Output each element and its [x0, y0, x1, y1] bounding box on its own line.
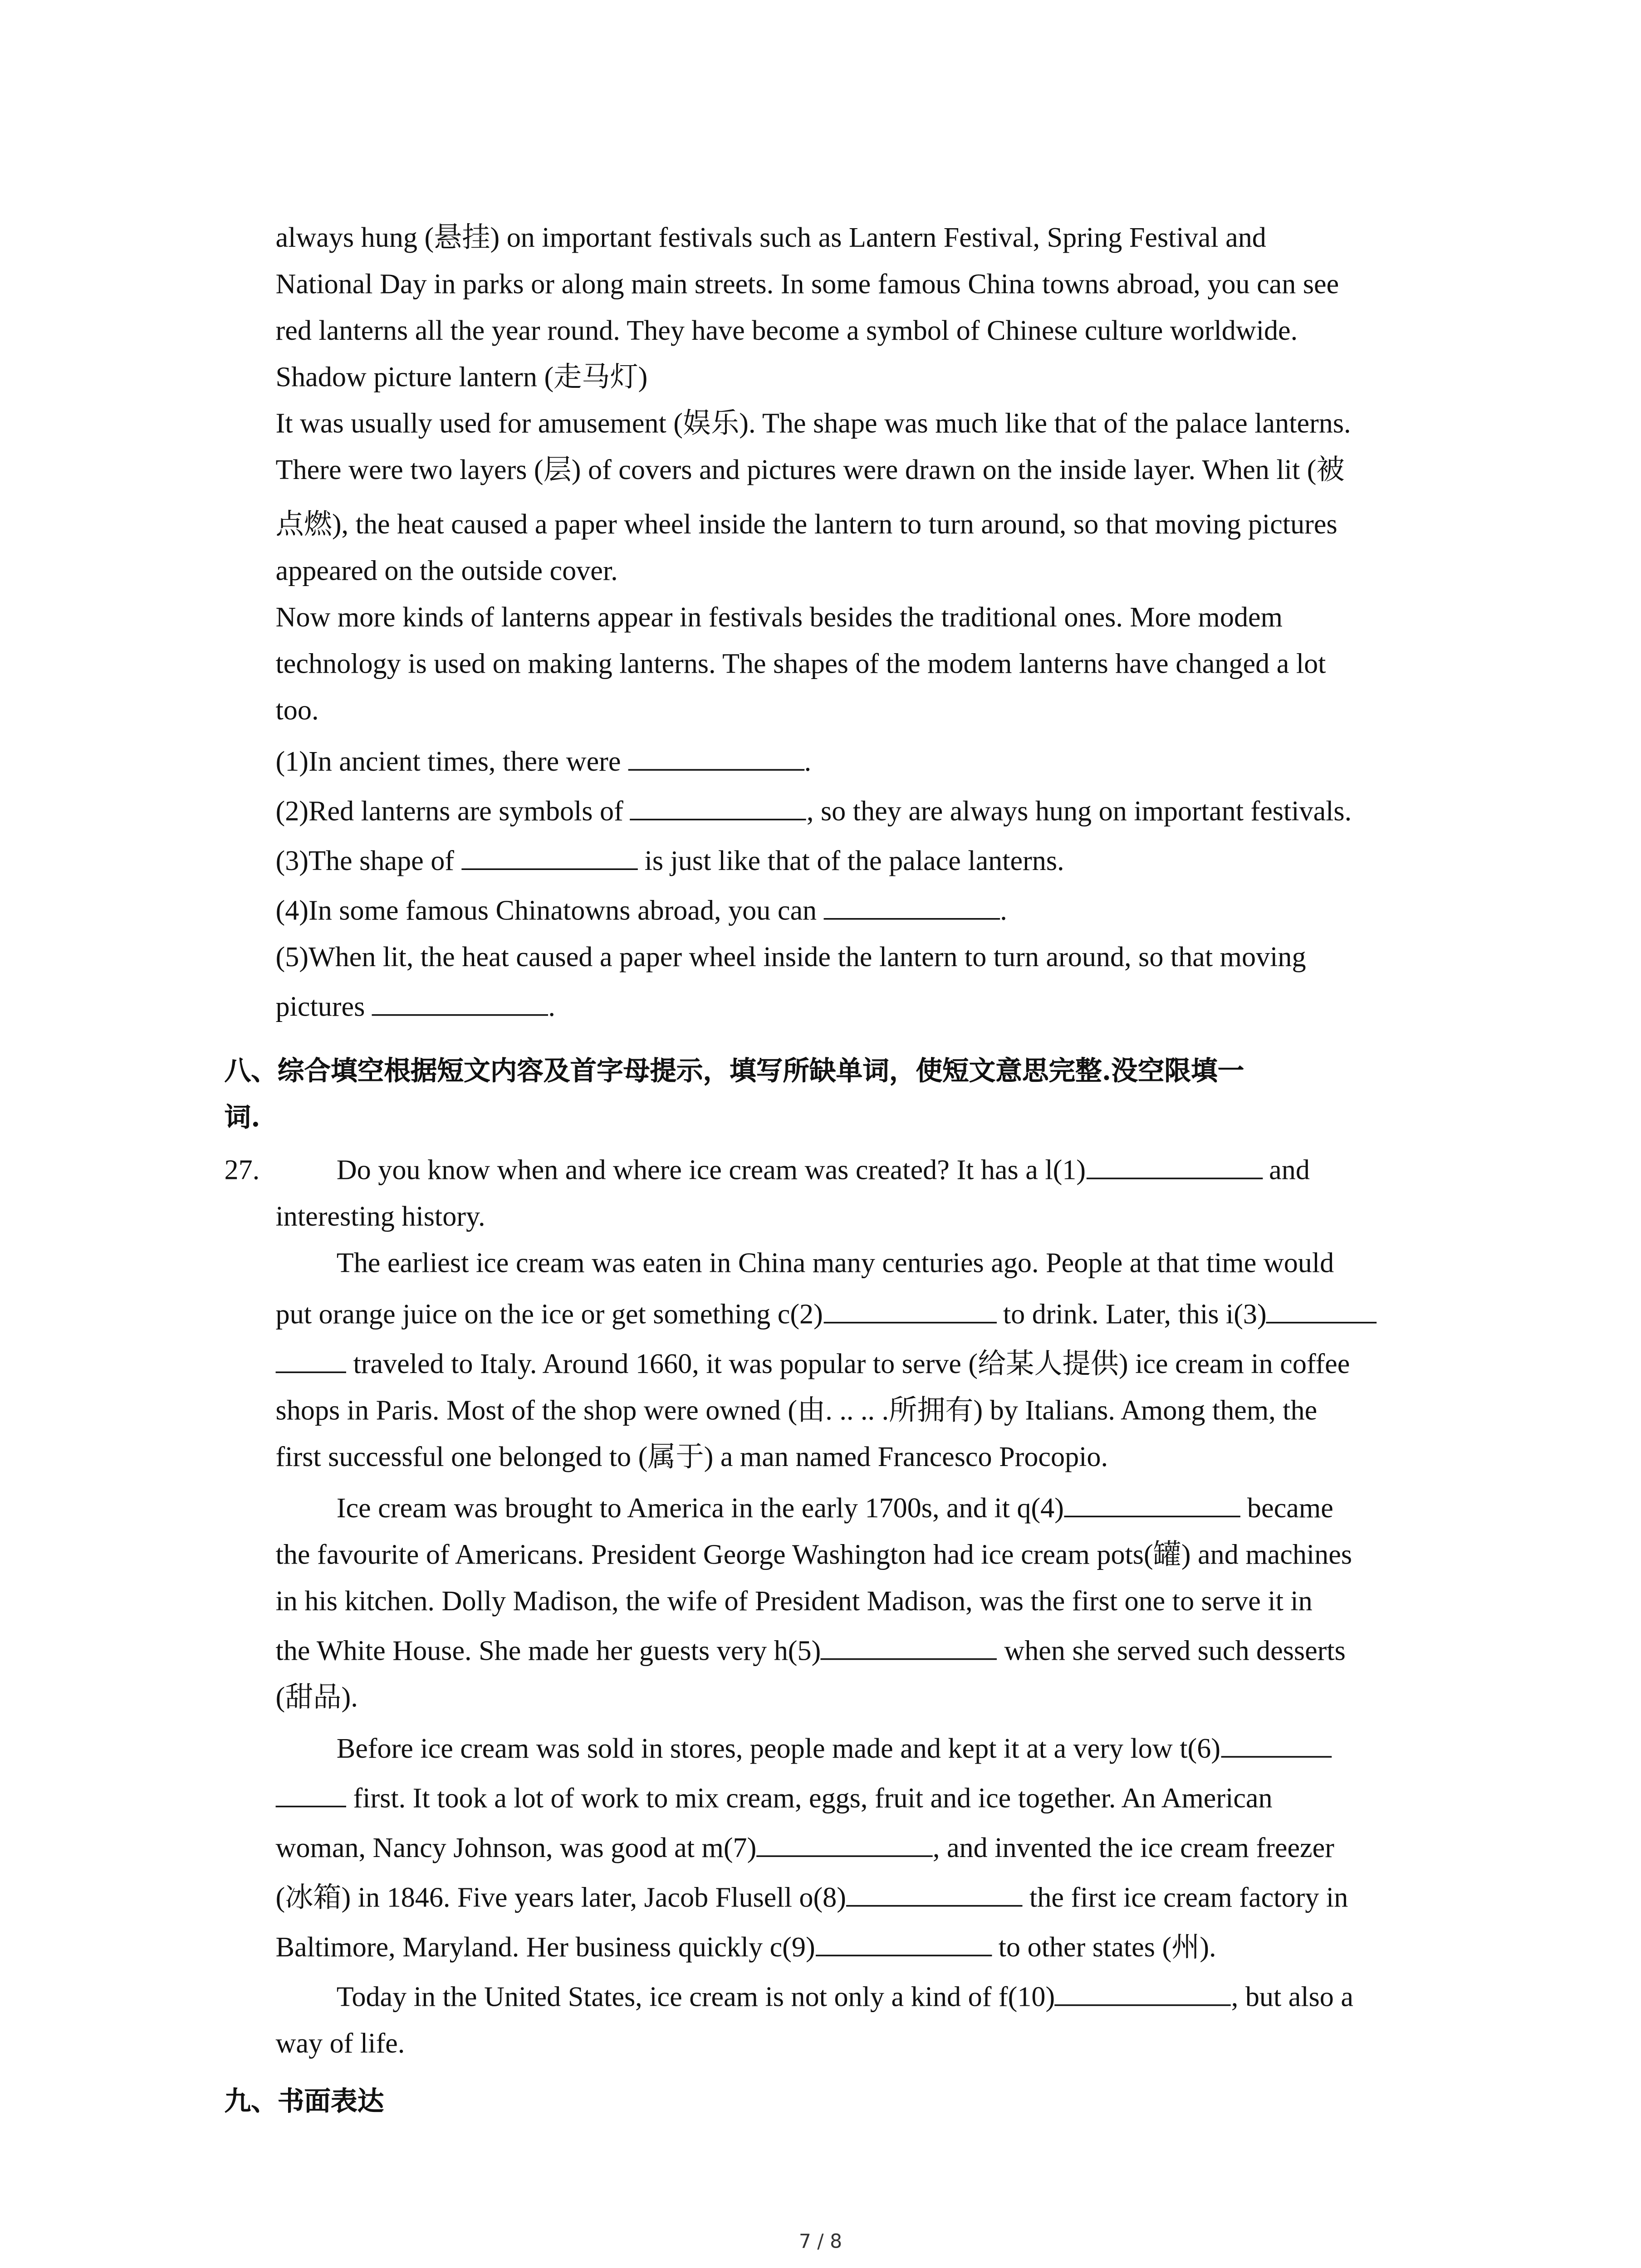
passage-line: shops in Paris. Most of the shop were owned (由. .. .. .所拥有) by Italians. Among them, the [275, 1394, 1318, 1426]
passage-line: The earliest ice cream was eaten in China many centuries ago. People at that time would [336, 1246, 1334, 1279]
answer-blank-3[interactable] [1267, 1320, 1377, 1324]
passage-line: too. [275, 694, 319, 726]
answer-blank-2[interactable] [823, 1320, 996, 1324]
section-8-heading: 八、综合填空根据短文内容及首字母提示，填写所缺单词，使短文意思完整.没空限填一 [224, 1054, 1244, 1086]
passage-text: woman, Nancy Johnson, was good at m(7) [275, 1831, 757, 1863]
passage-text: Ice cream was brought to America in the early 1700s, and it q(4) [336, 1491, 1064, 1524]
passage-text: and [1262, 1154, 1310, 1186]
answer-blank-9[interactable] [815, 1953, 992, 1956]
question-text: (4)In some famous Chinatowns abroad, you can [275, 894, 824, 926]
passage-text: Before ice cream was sold in stores, people made and kept it at a very low t(6) [336, 1732, 1221, 1764]
passage-line [276, 1628, 1346, 1674]
passage-text: the first ice cream factory in [1022, 1881, 1348, 1913]
question-text: (2)Red lanterns are symbols of [275, 794, 631, 827]
question-number: 27. [224, 1154, 260, 1186]
section-9-heading: 九、书面表达 [224, 2084, 384, 2117]
passage-line: red lanterns all the year round. They have become a symbol of Chinese culture worldwide. [275, 314, 1298, 346]
passage-line: appeared on the outside cover. [275, 554, 618, 587]
answer-blank[interactable] [824, 916, 1000, 919]
answer-blank[interactable] [372, 1012, 549, 1016]
passage-line: There were two layers (层) of covers and pictures were drawn on the inside layer. When lit (被 [275, 453, 1345, 486]
question-3 [276, 838, 1064, 884]
question-5: (5)When lit, the heat caused a paper wheel inside the lantern to turn around, so that moving [275, 940, 1306, 973]
passage-line: It was usually used for amusement (娱乐). The shape was much like that of the palace lanterns. [275, 407, 1351, 439]
passage-line [276, 1291, 1377, 1337]
passage-text: put orange juice on the ice or get something c(2) [275, 1298, 823, 1330]
passage-line [276, 1775, 1273, 1821]
page-indicator: 7 / 8 [798, 2230, 843, 2253]
answer-blank[interactable] [461, 867, 638, 870]
passage-line [276, 1341, 1350, 1387]
question-text: . [548, 990, 555, 1022]
passage-line [337, 1147, 1310, 1193]
passage-text: to other states (州). [991, 1931, 1216, 1963]
answer-blank-1[interactable] [1086, 1176, 1262, 1179]
question-1 [276, 738, 812, 784]
answer-blank-4[interactable] [1064, 1514, 1240, 1517]
passage-line: first successful one belonged to (属于) a man named Francesco Procopio. [275, 1440, 1108, 1473]
passage-line [276, 1924, 1216, 1970]
question-text: . [804, 745, 812, 777]
question-text: . [1000, 894, 1007, 926]
passage-line: way of life. [275, 2027, 405, 2059]
question-text: (1)In ancient times, there were [275, 745, 628, 777]
question-text: , so they are always hung on important festivals. [806, 794, 1352, 827]
passage-line: (甜品). [275, 1681, 358, 1713]
question-2 [276, 788, 1352, 834]
answer-blank[interactable] [630, 817, 807, 820]
passage-text: Do you know when and where ice cream was created? It has a l(1) [336, 1154, 1086, 1186]
passage-line: technology is used on making lanterns. The shapes of the modem lanterns have changed a lot [275, 647, 1326, 679]
passage-text: , and invented the ice cream freezer [932, 1831, 1334, 1863]
passage-text: when she served such desserts [997, 1634, 1346, 1667]
passage-line: always hung (悬挂) on important festivals such as Lantern Festival, Spring Festival and [275, 221, 1266, 254]
passage-line [337, 1485, 1333, 1531]
answer-blank-5[interactable] [821, 1657, 997, 1660]
passage-line [276, 1825, 1334, 1871]
answer-blank-7[interactable] [756, 1854, 933, 1857]
answer-blank-10[interactable] [1055, 2003, 1231, 2006]
answer-blank-6-cont[interactable] [276, 1804, 346, 1807]
passage-line [276, 1875, 1348, 1921]
passage-text: Today in the United States, ice cream is not only a kind of f(10) [336, 1980, 1055, 2013]
passage-text: to drink. Later, this i(3) [996, 1298, 1267, 1330]
answer-blank[interactable] [628, 767, 804, 771]
subheading-shadow-lantern: Shadow picture lantern (走马灯) [275, 360, 648, 393]
question-text: (3)The shape of [275, 844, 461, 877]
passage-text: first. It took a lot of work to mix cream, eggs, fruit and ice together. An American [346, 1781, 1273, 1814]
passage-line: the favourite of Americans. President George Washington had ice cream pots(罐) and machines [275, 1538, 1352, 1570]
passage-text: (冰箱) in 1846. Five years later, Jacob Flusell o(8) [275, 1881, 846, 1913]
passage-line: interesting history. [275, 1200, 485, 1232]
question-text: pictures [275, 990, 372, 1022]
question-5-cont [276, 984, 555, 1030]
passage-line: Now more kinds of lanterns appear in festivals besides the traditional ones. More modem [275, 601, 1283, 633]
passage-line [337, 1725, 1331, 1771]
passage-text: traveled to Italy. Around 1660, it was popular to serve (给某人提供) ice cream in coffee [346, 1347, 1350, 1380]
passage-line: National Day in parks or along main streets. In some famous China towns abroad, you can see [275, 267, 1339, 300]
answer-blank-8[interactable] [846, 1903, 1023, 1906]
section-8-heading-cont: 词. [224, 1100, 260, 1133]
passage-text: , but also a [1231, 1980, 1354, 2013]
passage-line [337, 1974, 1353, 2020]
passage-line: in his kitchen. Dolly Madison, the wife of President Madison, was the first one to serve it in [275, 1584, 1313, 1617]
answer-blank-3-cont[interactable] [276, 1370, 346, 1373]
question-4 [276, 888, 1007, 934]
passage-text: Baltimore, Maryland. Her business quickly c(9) [275, 1931, 815, 1963]
question-text: is just like that of the palace lanterns. [637, 844, 1064, 877]
passage-text: the White House. She made her guests very h(5) [275, 1634, 821, 1667]
answer-blank-6[interactable] [1220, 1755, 1331, 1758]
passage-line: 点燃), the heat caused a paper wheel inside the lantern to turn around, so that moving pictures [275, 508, 1337, 540]
passage-text: became [1240, 1491, 1333, 1524]
